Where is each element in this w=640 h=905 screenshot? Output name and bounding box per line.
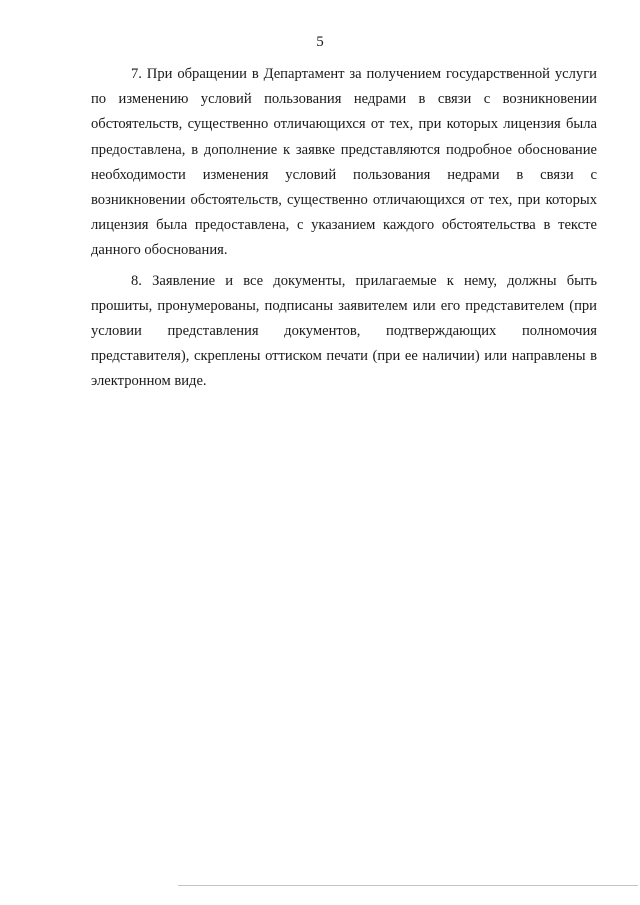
page-number: 5 [316, 34, 324, 50]
paragraph-7: 7. При обращении в Департамент за получением государственной услуги по изменению условий пользования недрами в связи с возникновении обстоятельств, существенно отличающихся от тех, при которых лицензия была предоставлена, в дополнение к заявке представляются подробное обоснование необходимости изменения условий пользования недрами в связи с возникновении обстоятельств, существенно отличающихся от тех, при которых лицензия была предоставлена, с указанием каждого обстоятельства в тексте данного обоснования. [91, 66, 597, 259]
paragraph-8: 8. Заявление и все документы, прилагаемые к нему, должны быть прошиты, пронумерованы, подписаны заявителем или его представителем (при условии представления документов, подтверждающих полномочия представителя), скреплены оттиском печати (при ее наличии) или направлены в электронном виде. [91, 272, 597, 390]
document-body [91, 62, 597, 395]
scan-edge-line [178, 885, 638, 886]
